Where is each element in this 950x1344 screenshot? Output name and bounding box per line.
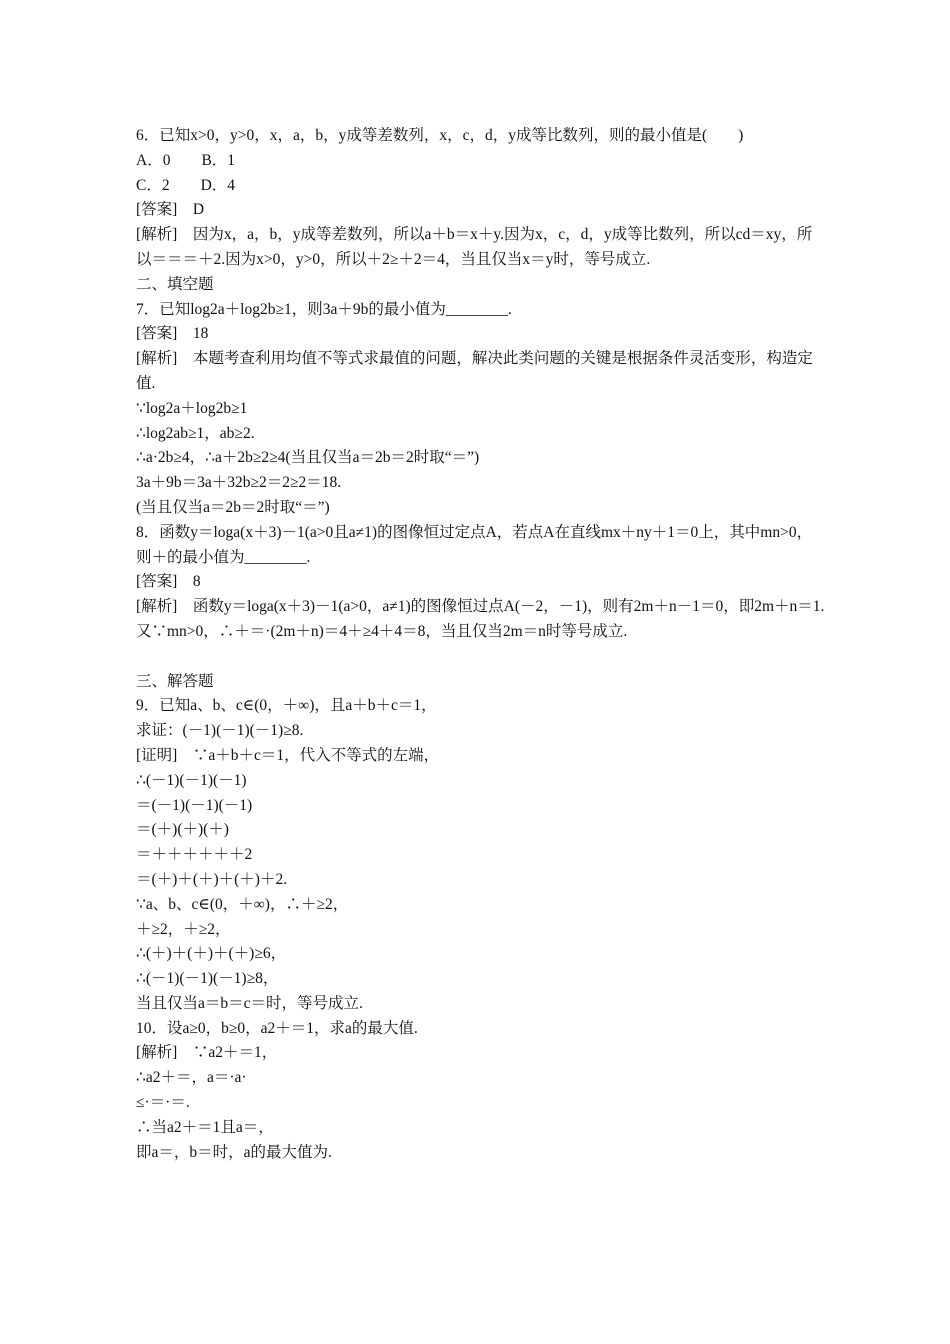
q9-prove: 求证：(－1)(－1)(－1)≥8.	[136, 722, 304, 740]
q9-proof-10: ∴(－1)(－1)(－1)≥8，	[136, 970, 279, 988]
q10-analysis: [解析] ∵a2＋＝1，	[136, 1044, 278, 1062]
q7-answer: [答案] 18	[136, 325, 209, 343]
section-solve-heading: 三、解答题	[136, 672, 214, 690]
q6-options-ab: A．0 B．1	[136, 151, 236, 169]
q9-proof-5: ＝＋＋＋＋＋＋2	[136, 846, 253, 864]
q7-step-4: 3a＋9b＝3a＋32b≥2＝2≥2＝18.	[136, 474, 342, 492]
q9-proof-3: ＝(－1)(－1)(－1)	[136, 796, 253, 814]
q9-proof-8: ＋≥2，＋≥2，	[136, 920, 231, 938]
q9-proof-9: ∴(＋)＋(＋)＋(＋)≥6，	[136, 945, 287, 963]
q7-step-3: ∴a·2b≥4，∴a＋2b≥2≥4(当且仅当a＝2b＝2时取“＝”)	[136, 449, 480, 467]
q7-step-5: (当且仅当a＝2b＝2时取“＝”)	[136, 498, 330, 516]
q10-stem: 10．设a≥0，b≥0，a2＋＝1，求a的最大值.	[136, 1019, 418, 1037]
q9-proof-6: ＝(＋)＋(＋)＋(＋)＋2.	[136, 870, 288, 888]
q9-proof-11: 当且仅当a＝b＝c＝时，等号成立.	[136, 994, 363, 1012]
q8-analysis: [解析] 函数y＝loga(x＋3)－1(a>0，a≠1)的图像恒过点A(－2，－1)，则有2m＋n－1＝0，即2m＋n＝1.	[136, 598, 825, 616]
q9-proof-1: [证明] ∵a＋b＋c＝1，代入不等式的左端，	[136, 746, 440, 764]
q7-analysis: [解析] 本题考查利用均值不等式求最值的问题，解决此类问题的关键是根据条件灵活变形，构造定值.	[136, 350, 813, 392]
q7-step-1: ∵log2a＋log2b≥1	[136, 399, 248, 417]
blank-line	[136, 645, 826, 670]
q6-options-cd: C．2 D．4	[136, 176, 236, 194]
q10-step-4: 即a＝，b＝时，a的最大值为.	[136, 1143, 332, 1161]
q8-step-1: 又∵mn>0，∴＋＝·(2m＋n)＝4＋≥4＋4＝8，当且仅当2m＝n时等号成立.	[136, 622, 628, 640]
q9-proof-4: ＝(＋)(＋)(＋)	[136, 821, 229, 839]
q6-answer: [答案] D	[136, 201, 205, 219]
q8-stem: 8．函数y＝loga(x＋3)－1(a>0且a≠1)的图像恒过定点A，若点A在直线mx＋ny＋1＝0上，其中mn>0，则＋的最小值为________.	[136, 523, 813, 566]
q10-step-1: ∴a2＋＝，a＝·a·	[136, 1069, 247, 1087]
q9-proof-7: ∵a、b、c∈(0，＋∞)，∴＋≥2，	[136, 895, 349, 913]
q8-answer: [答案] 8	[136, 573, 201, 591]
q9-proof-2: ∴(－1)(－1)(－1)	[136, 771, 247, 789]
q10-step-3: ∴当a2＋＝1且a＝，	[136, 1118, 274, 1136]
q9-stem: 9．已知a、b、c∈(0，＋∞)，且a＋b＋c＝1，	[136, 697, 437, 715]
q7-step-2: ∴log2ab≥1，ab≥2.	[136, 424, 255, 442]
q10-step-2: ≤·＝·＝.	[136, 1094, 190, 1112]
q6-stem: 6．已知x>0，y>0，x，a，b，y成等差数列，x，c，d，y成等比数列，则的最小值是( )	[136, 127, 744, 144]
document-body	[136, 124, 826, 1165]
q6-analysis: [解析] 因为x，a，b，y成等差数列，所以a＋b＝x＋y.因为x，c，d，y成等比数列，所以cd＝xy，所以＝＝＝＋2.因为x>0，y>0，所以＋2≥＋2＝4，当且仅当x＝y时，等号成立.	[136, 226, 813, 268]
q7-stem: 7．已知log2a＋log2b≥1，则3a＋9b的最小值为________.	[136, 300, 512, 318]
section-fill-in-heading: 二、填空题	[136, 275, 214, 293]
